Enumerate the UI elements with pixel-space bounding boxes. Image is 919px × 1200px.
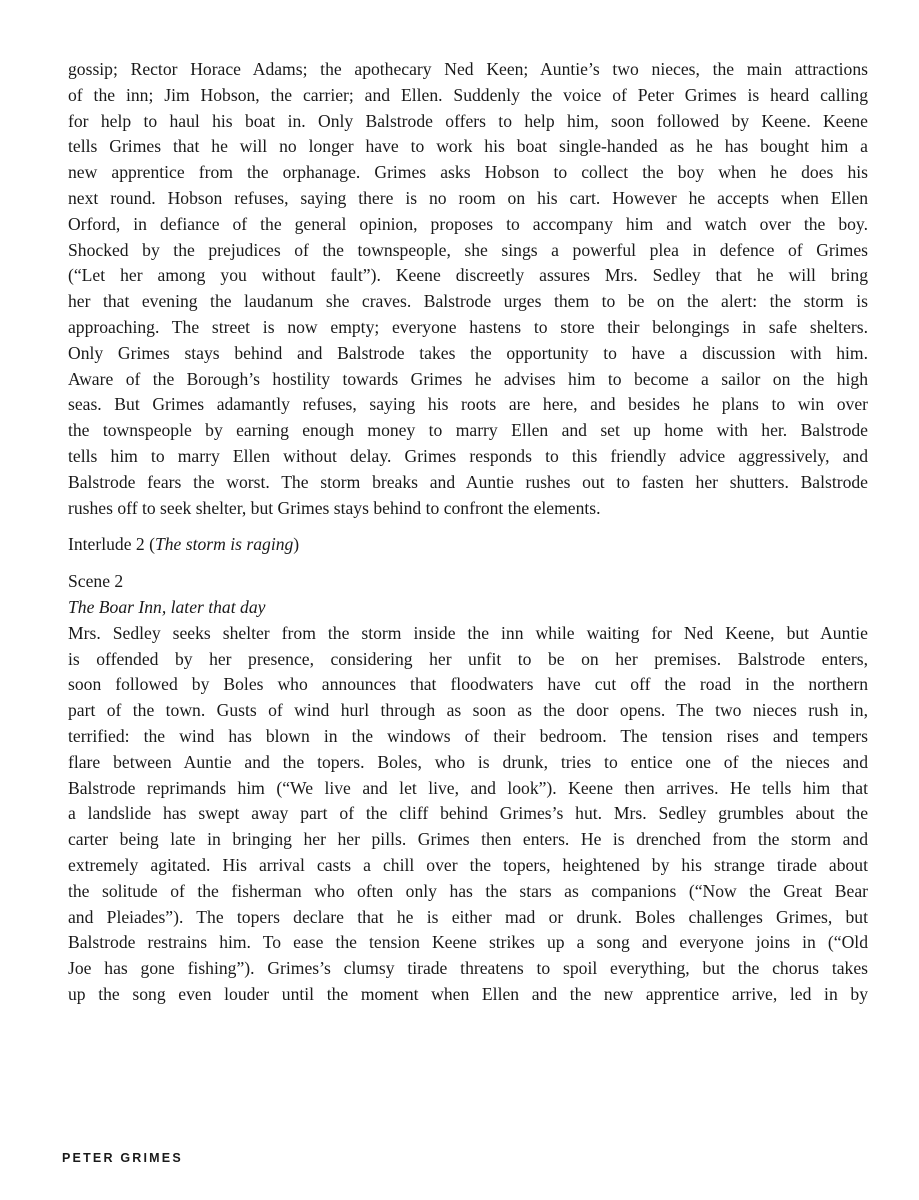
text-line: Balstrode restrains him. To ease the tension Keene strikes up a song and everyone joins in (“Old bbox=[68, 932, 868, 953]
interlude-subtitle: The storm is raging bbox=[154, 534, 294, 555]
text-line: Joe has gone fishing”). Grimes’s clumsy tirade threatens to spoil everything, but the chorus takes bbox=[68, 958, 868, 979]
text-line: the solitude of the fisherman who often only has the stars as companions (“Now the Great Bear bbox=[68, 880, 868, 901]
interlude-heading bbox=[68, 532, 868, 558]
text-line: tells Grimes that he will no longer have to work his boat single-handed as he has bought him a bbox=[68, 136, 868, 157]
text-line: Aware of the Borough’s hostility towards Grimes he advises him to become a sailor on the high bbox=[68, 368, 868, 389]
text-line: the townspeople by earning enough money to marry Ellen and set up home with her. Balstrode bbox=[68, 420, 868, 441]
synopsis-paragraph-2 bbox=[68, 621, 868, 1008]
text-line: a landslide has swept away part of the cliff behind Grimes’s hut. Mrs. Sedley grumbles about the bbox=[68, 803, 868, 824]
running-footer: PETER GRIMES bbox=[62, 1151, 183, 1165]
text-line: rushes off to seek shelter, but Grimes stays behind to confront the elements. bbox=[68, 497, 601, 518]
text-line: of the inn; Jim Hobson, the carrier; and Ellen. Suddenly the voice of Peter Grimes is heard calling bbox=[68, 84, 868, 105]
text-line: terrified: the wind has blown in the windows of their bedroom. The tension rises and tempers bbox=[68, 725, 868, 746]
text-line: gossip; Rector Horace Adams; the apothecary Ned Keen; Auntie’s two nieces, the main attractions bbox=[68, 59, 868, 79]
text-line: Balstrode reprimands him (“We live and let live, and look”). Keene then arrives. He tells him that bbox=[68, 777, 868, 798]
text-line: Shocked by the prejudices of the townspeople, she sings a powerful plea in defence of Grimes bbox=[68, 239, 868, 260]
text-line: next round. Hobson refuses, saying there is no room on his cart. However he accepts when Ellen bbox=[68, 187, 868, 208]
text-line: Only Grimes stays behind and Balstrode takes the opportunity to have a discussion with him. bbox=[68, 342, 868, 363]
interlude-label: Interlude 2 ( bbox=[68, 534, 155, 555]
synopsis-paragraph-1 bbox=[68, 57, 868, 521]
text-line: part of the town. Gusts of wind hurl through as soon as the door opens. The two nieces rush in, bbox=[68, 700, 868, 721]
text-line: flare between Auntie and the topers. Boles, who is drunk, tries to entice one of the nieces and bbox=[68, 751, 868, 772]
text-line: is offended by her presence, considering her unfit to be on her premises. Balstrode enters, bbox=[68, 648, 868, 669]
scene-heading: Scene 2 bbox=[68, 571, 124, 592]
page-body bbox=[68, 57, 868, 1008]
text-line: Mrs. Sedley seeks shelter from the storm inside the inn while waiting for Ned Keene, but Auntie bbox=[68, 622, 868, 643]
text-line: her that evening the laudanum she craves. Balstrode urges them to be on the alert: the storm is bbox=[68, 291, 868, 312]
text-line: extremely agitated. His arrival casts a chill over the topers, heightened by his strange tirade about bbox=[68, 854, 868, 875]
text-line: up the song even louder until the moment when Ellen and the new apprentice arrive, led in by bbox=[68, 983, 868, 1004]
text-line: approaching. The street is now empty; everyone hastens to store their belongings in safe shelters. bbox=[68, 316, 868, 337]
scene-subtitle: The Boar Inn, later that day bbox=[68, 596, 266, 617]
interlude-close: ) bbox=[293, 534, 300, 555]
text-line: (“Let her among you without fault”). Keene discreetly assures Mrs. Sedley that he will bring bbox=[68, 265, 868, 286]
text-line: tells him to marry Ellen without delay. Grimes responds to this friendly advice aggressively, and bbox=[68, 445, 868, 466]
text-line: and Pleiades”). The topers declare that he is either mad or drunk. Boles challenges Grimes, but bbox=[68, 906, 868, 927]
text-line: Balstrode fears the worst. The storm breaks and Auntie rushes out to fasten her shutters. Balstrode bbox=[68, 471, 868, 492]
text-line: new apprentice from the orphanage. Grimes asks Hobson to collect the boy when he does his bbox=[68, 162, 868, 183]
text-line: soon followed by Boles who announces that floodwaters have cut off the road in the northern bbox=[68, 674, 868, 695]
text-line: Orford, in defiance of the general opinion, proposes to accompany him and watch over the boy. bbox=[68, 213, 868, 234]
text-line: seas. But Grimes adamantly refuses, saying his roots are here, and besides he plans to win over bbox=[68, 394, 868, 415]
text-line: carter being late in bringing her her pills. Grimes then enters. He is drenched from the storm and bbox=[68, 829, 868, 850]
text-line: for help to haul his boat in. Only Balstrode offers to help him, soon followed by Keene. Keene bbox=[68, 110, 868, 131]
